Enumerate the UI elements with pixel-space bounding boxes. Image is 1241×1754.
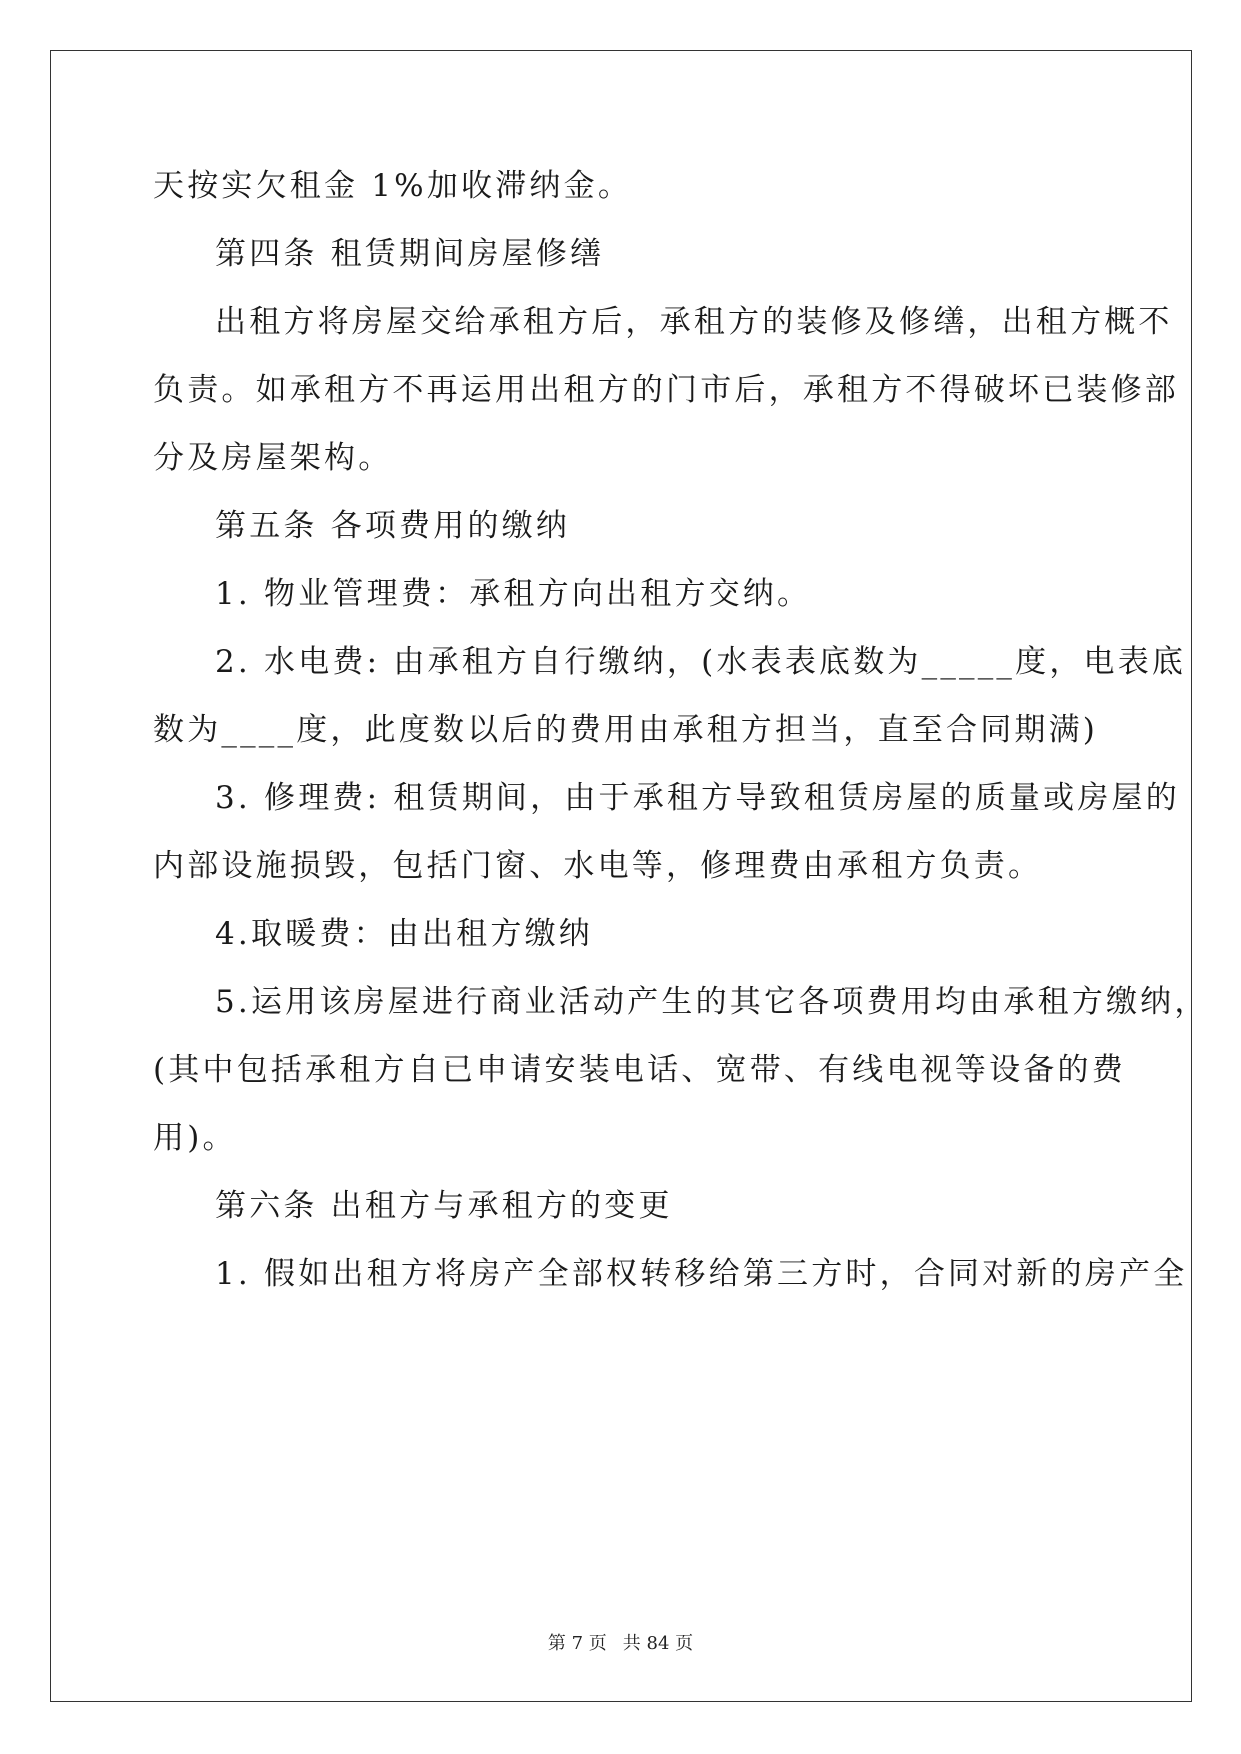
text-line: 分及房屋架构。	[153, 440, 393, 476]
text-line: 内部设施损毁，包括门窗、水电等，修理费由承租方负责。	[153, 848, 1043, 884]
list-item: 2. 水电费: 由承租方自行缴纳，(水表表底数为_____度，电表底	[215, 644, 1187, 680]
page-footer	[0, 1632, 1241, 1656]
text-line: 数为____度，此度数以后的费用由承租方担当，直至合同期满)	[153, 712, 1099, 748]
article-heading: 第六条 出租方与承租方的变更	[215, 1188, 673, 1224]
list-item: 1. 物业管理费：承租方向出租方交纳。	[215, 576, 812, 612]
list-item: 3. 修理费: 租赁期间，由于承租方导致租赁房屋的质量或房屋的	[215, 780, 1180, 816]
text-line: (其中包括承租方自已申请安装电话、宽带、有线电视等设备的费	[153, 1052, 1126, 1088]
text-line: 出租方将房屋交给承租方后，承租方的装修及修缮，出租方概不	[215, 304, 1173, 340]
list-item: 5.运用该房屋进行商业活动产生的其它各项费用均由承租方缴纳，	[215, 984, 1209, 1020]
text-line: 天按实欠租金 1%加收滞纳金。	[153, 168, 633, 204]
article-heading: 第四条 租赁期间房屋修缮	[215, 236, 605, 272]
page-number: 第 7 页	[547, 1633, 607, 1654]
page-total: 共 84 页	[622, 1633, 694, 1654]
list-item: 4.取暖费：由出租方缴纳	[215, 916, 593, 952]
text-line: 负责。如承租方不再运用出租方的门市后，承租方不得破坏已装修部	[153, 372, 1179, 408]
article-heading: 第五条 各项费用的缴纳	[215, 508, 571, 544]
text-line: 用)。	[153, 1120, 237, 1156]
list-item: 1. 假如出租方将房产全部权转移给第三方时，合同对新的房产全	[215, 1256, 1188, 1292]
